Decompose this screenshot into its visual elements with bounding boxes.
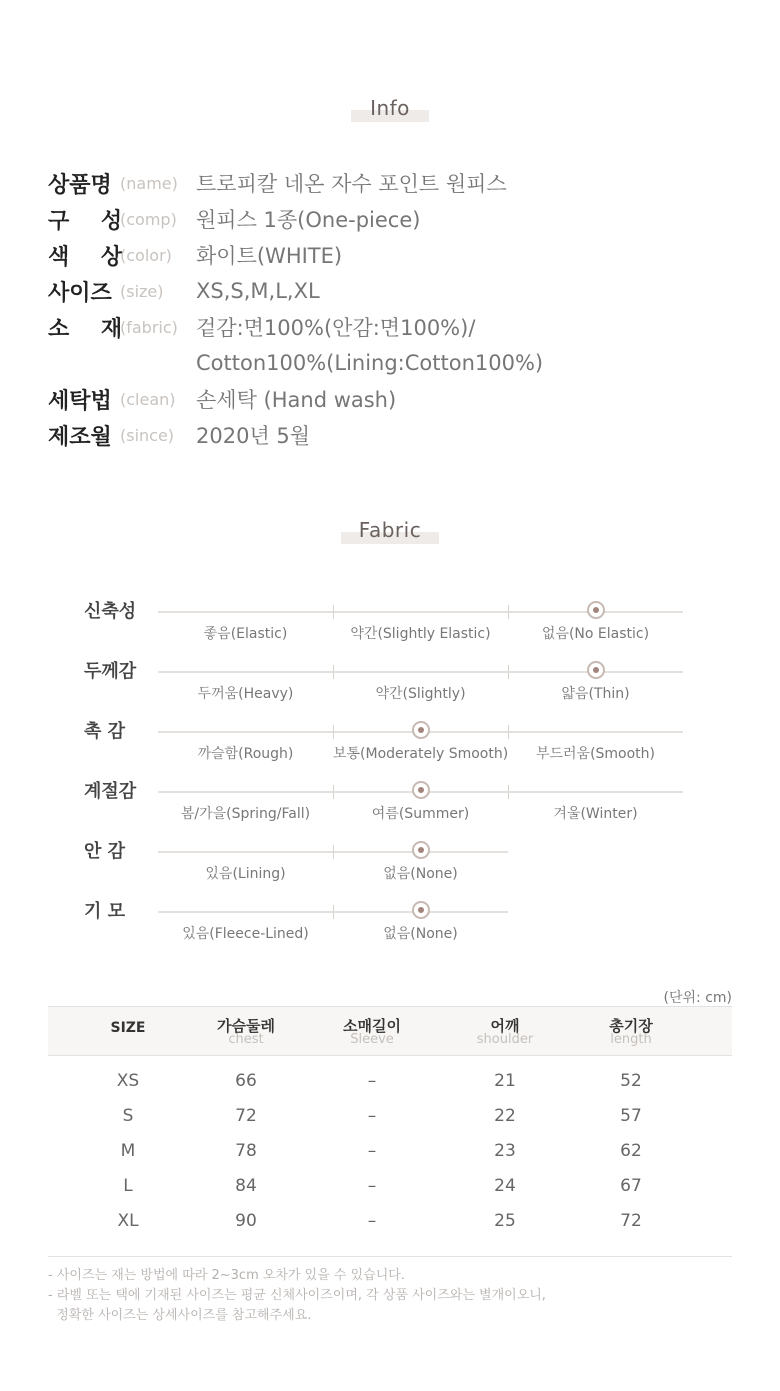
note-line: 정확한 사이즈는 상세사이즈를 참고해주세요.	[48, 1308, 312, 1323]
table-cell: –	[367, 1106, 377, 1126]
column-header-ko: 어깨	[490, 1017, 520, 1035]
info-key-en: (fabric)	[120, 317, 178, 337]
info-key: 소 재	[48, 316, 135, 342]
info-key: 제조월	[48, 424, 112, 450]
info-value: Cotton100%(Lining:Cotton100%)	[196, 351, 544, 375]
fabric-row	[0, 781, 780, 845]
fabric-row	[0, 721, 780, 785]
fabric-row-label: 두께감	[84, 661, 137, 682]
fabric-section-title	[0, 518, 780, 542]
info-title-text: Info	[370, 96, 410, 120]
info-row-fabric-cont	[48, 345, 543, 381]
table-cell: 52	[620, 1071, 642, 1091]
info-key-en: (color)	[120, 245, 172, 265]
fabric-selected-marker	[587, 661, 605, 679]
table-cell: M	[120, 1141, 136, 1161]
info-key: 상품명	[48, 172, 112, 198]
table-cell: 25	[494, 1211, 516, 1231]
fabric-option-label: 있음(Lining)	[205, 866, 286, 882]
column-header-en: Sleeve	[350, 1032, 394, 1047]
table-row	[48, 1063, 732, 1098]
fabric-selected-marker	[412, 901, 430, 919]
fabric-scale-tick	[333, 845, 334, 859]
fabric-option-label: 있음(Fleece-Lined)	[182, 926, 309, 942]
info-value: 2020년 5월	[196, 424, 311, 448]
fabric-option-label: 여름(Summer)	[371, 806, 470, 822]
table-row	[48, 1133, 732, 1168]
fabric-scale-tick	[333, 725, 334, 739]
info-row-fabric	[48, 309, 543, 345]
info-key: 세탁법	[48, 388, 112, 414]
info-row-name	[48, 165, 543, 201]
note-line: - 라벨 또는 택에 기재된 사이즈는 평균 신체사이즈이며, 각 상품 사이즈와는 별개이오니,	[48, 1288, 546, 1303]
fabric-selected-marker	[412, 841, 430, 859]
info-row-color	[48, 237, 543, 273]
column-header-en: length	[610, 1032, 652, 1047]
info-value: XS,S,M,L,XL	[196, 279, 320, 303]
info-key: 색 상	[48, 244, 135, 270]
table-cell: –	[367, 1071, 377, 1091]
table-cell: 24	[494, 1176, 516, 1196]
fabric-option-label: 없음(No Elastic)	[541, 626, 650, 642]
fabric-row	[0, 841, 780, 905]
fabric-scale-tick	[508, 605, 509, 619]
fabric-row	[0, 601, 780, 665]
info-value: 화이트(WHITE)	[196, 244, 343, 268]
fabric-option-label: 부드러움(Smooth)	[535, 746, 656, 762]
info-value: 트로피칼 네온 자수 포인트 원피스	[196, 172, 507, 196]
column-header-ko: 소매길이	[343, 1017, 401, 1035]
unit-label: (단위: cm)	[663, 990, 732, 1006]
note-line: - 사이즈는 재는 방법에 따라 2~3cm 오차가 있을 수 있습니다.	[48, 1268, 405, 1283]
table-row	[48, 1168, 732, 1203]
fabric-option-label: 봄/가을(Spring/Fall)	[180, 806, 311, 822]
info-value: 손세탁 (Hand wash)	[196, 388, 397, 412]
table-cell: –	[367, 1141, 377, 1161]
info-row-since	[48, 417, 543, 453]
table-cell: 67	[620, 1176, 642, 1196]
fabric-row-label: 안 감	[84, 841, 126, 862]
fabric-option-label: 얇음(Thin)	[561, 686, 630, 702]
info-key-en: (comp)	[120, 209, 177, 229]
fabric-option-label: 까슬함(Rough)	[197, 746, 294, 762]
fabric-scale-tick	[333, 905, 334, 919]
fabric-scale-tick	[508, 785, 509, 799]
fabric-option-label: 없음(None)	[383, 926, 458, 942]
fabric-row-label: 기 모	[84, 901, 126, 922]
fabric-row	[0, 661, 780, 725]
table-cell: 62	[620, 1141, 642, 1161]
fabric-selected-marker	[412, 781, 430, 799]
table-cell: XL	[117, 1211, 139, 1231]
table-cell: 22	[494, 1106, 516, 1126]
table-cell: 78	[235, 1141, 257, 1161]
table-cell: 66	[235, 1071, 257, 1091]
info-row-size	[48, 273, 543, 309]
table-cell: 57	[620, 1106, 642, 1126]
fabric-row-label: 계절감	[84, 781, 137, 802]
fabric-title-text: Fabric	[358, 518, 422, 542]
table-cell: 72	[235, 1106, 257, 1126]
column-header-ko: 가슴둘레	[217, 1017, 275, 1035]
fabric-scale-tick	[333, 605, 334, 619]
table-cell: 90	[235, 1211, 257, 1231]
fabric-option-label: 좋음(Elastic)	[203, 626, 288, 642]
fabric-row-label: 신축성	[84, 601, 137, 622]
table-cell: L	[123, 1176, 133, 1196]
fabric-selected-marker	[412, 721, 430, 739]
size-notes	[48, 1266, 546, 1326]
fabric-row	[0, 901, 780, 965]
fabric-scale-tick	[508, 665, 509, 679]
fabric-option-label: 겨울(Winter)	[553, 806, 638, 822]
column-header-ko: 총기장	[609, 1017, 653, 1035]
info-key-en: (name)	[120, 173, 178, 193]
divider	[48, 1256, 732, 1257]
fabric-option-label: 두꺼움(Heavy)	[197, 686, 294, 702]
fabric-option-label: 없음(None)	[383, 866, 458, 882]
info-value: 겉감:면100%(안감:면100%)/	[196, 316, 476, 340]
info-key-en: (since)	[120, 425, 175, 445]
info-row-clean	[48, 381, 543, 417]
info-section-title	[0, 96, 780, 120]
info-key: 사이즈	[48, 280, 112, 306]
table-cell: XS	[116, 1071, 140, 1091]
info-key-en: (clean)	[120, 389, 176, 409]
fabric-option-label: 보통(Moderately Smooth)	[333, 746, 509, 762]
fabric-row-label: 촉 감	[84, 721, 126, 742]
info-key-en: (size)	[120, 281, 164, 301]
size-header-label: SIZE	[110, 1020, 146, 1036]
fabric-option-label: 약간(Slightly Elastic)	[350, 626, 491, 642]
table-cell: 72	[620, 1211, 642, 1231]
info-row-comp	[48, 201, 543, 237]
fabric-scale-tick	[508, 725, 509, 739]
table-cell: –	[367, 1176, 377, 1196]
table-cell: S	[122, 1106, 134, 1126]
table-cell: 84	[235, 1176, 257, 1196]
fabric-option-label: 약간(Slightly)	[375, 686, 466, 702]
column-header-en: shoulder	[476, 1032, 534, 1047]
column-header-en: chest	[228, 1032, 264, 1047]
fabric-selected-marker	[587, 601, 605, 619]
table-row	[48, 1098, 732, 1133]
product-info-list	[48, 165, 543, 453]
info-value: 원피스 1종(One-piece)	[196, 208, 421, 232]
table-cell: 23	[494, 1141, 516, 1161]
table-row	[48, 1203, 732, 1238]
size-table-header	[48, 1006, 732, 1056]
fabric-scale-tick	[333, 665, 334, 679]
fabric-scale-tick	[333, 785, 334, 799]
table-cell: 21	[494, 1071, 516, 1091]
table-cell: –	[367, 1211, 377, 1231]
info-key: 구 성	[48, 208, 135, 234]
